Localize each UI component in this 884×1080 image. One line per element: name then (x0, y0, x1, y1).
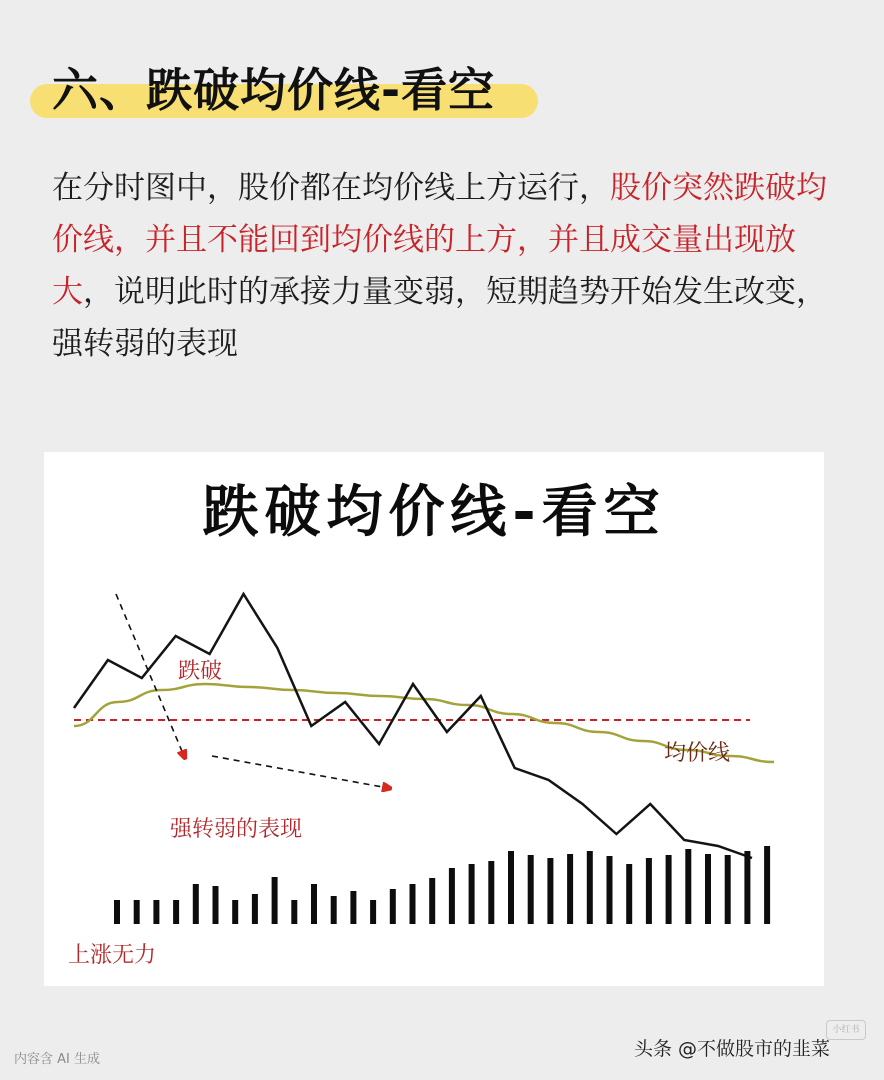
volume-bar (685, 849, 691, 924)
volume-bar (390, 889, 396, 924)
volume-bar (646, 858, 652, 924)
volume-bar (429, 878, 435, 924)
volume-bar (764, 846, 770, 924)
down-trend-arrow (116, 594, 184, 756)
volume-bar (114, 900, 120, 924)
volume-bar (331, 896, 337, 924)
watermark-logo: 小红书 (826, 1020, 866, 1040)
volume-bar (370, 900, 376, 924)
volume-bar (567, 854, 573, 924)
section-heading: 六、跌破均价线-看空 (52, 63, 496, 117)
volume-bar (547, 858, 553, 924)
volume-bar (252, 894, 258, 924)
volume-bar (607, 856, 613, 924)
volume-bar (193, 884, 199, 924)
label-weak-rise: 上涨无力 (68, 943, 157, 968)
volume-bar (469, 864, 475, 924)
volume-bar (311, 884, 317, 924)
volume-bar (705, 854, 711, 924)
volume-bar (744, 851, 750, 924)
volume-bar (626, 864, 632, 924)
author-credit: 头条 @不做股市的韭菜 (634, 1038, 831, 1060)
paragraph-part-2-highlight: 股价突然跌破均价线，并且不能回到均价线的上方，并且成交量出现放大 (52, 170, 827, 310)
label-strong-to-weak: 强转弱的表现 (170, 817, 303, 842)
weakening-trend-arrow (212, 756, 388, 788)
volume-bar (666, 855, 672, 924)
volume-bar (173, 900, 179, 924)
volume-bar (291, 900, 297, 924)
volume-bar (488, 861, 494, 924)
description-paragraph (52, 162, 832, 370)
ai-generated-note: 内容含 AI 生成 (14, 1052, 100, 1067)
volume-bar (350, 891, 356, 924)
intraday-chart (44, 452, 824, 986)
volume-bar (725, 855, 731, 924)
label-break: 跌破 (178, 659, 223, 684)
volume-bar (508, 851, 514, 924)
volume-bar (153, 900, 159, 924)
card-title: 跌破均价线-看空 (202, 480, 666, 545)
volume-bar (587, 851, 593, 924)
label-avg-line: 均价线 (664, 741, 731, 766)
volume-bar (272, 877, 278, 924)
volume-bar (449, 868, 455, 924)
volume-bar (410, 884, 416, 924)
volume-bar (528, 855, 534, 924)
volume-bar (134, 900, 140, 924)
chart-card (44, 452, 824, 986)
volume-bar (232, 900, 238, 924)
paragraph-part-3: ，说明此时的承接力量变弱，短期趋势开始发生改变，强转弱的表现 (52, 274, 827, 362)
volume-bar (213, 886, 219, 924)
paragraph-part-1: 在分时图中，股价都在均价线上方运行， (52, 170, 610, 206)
